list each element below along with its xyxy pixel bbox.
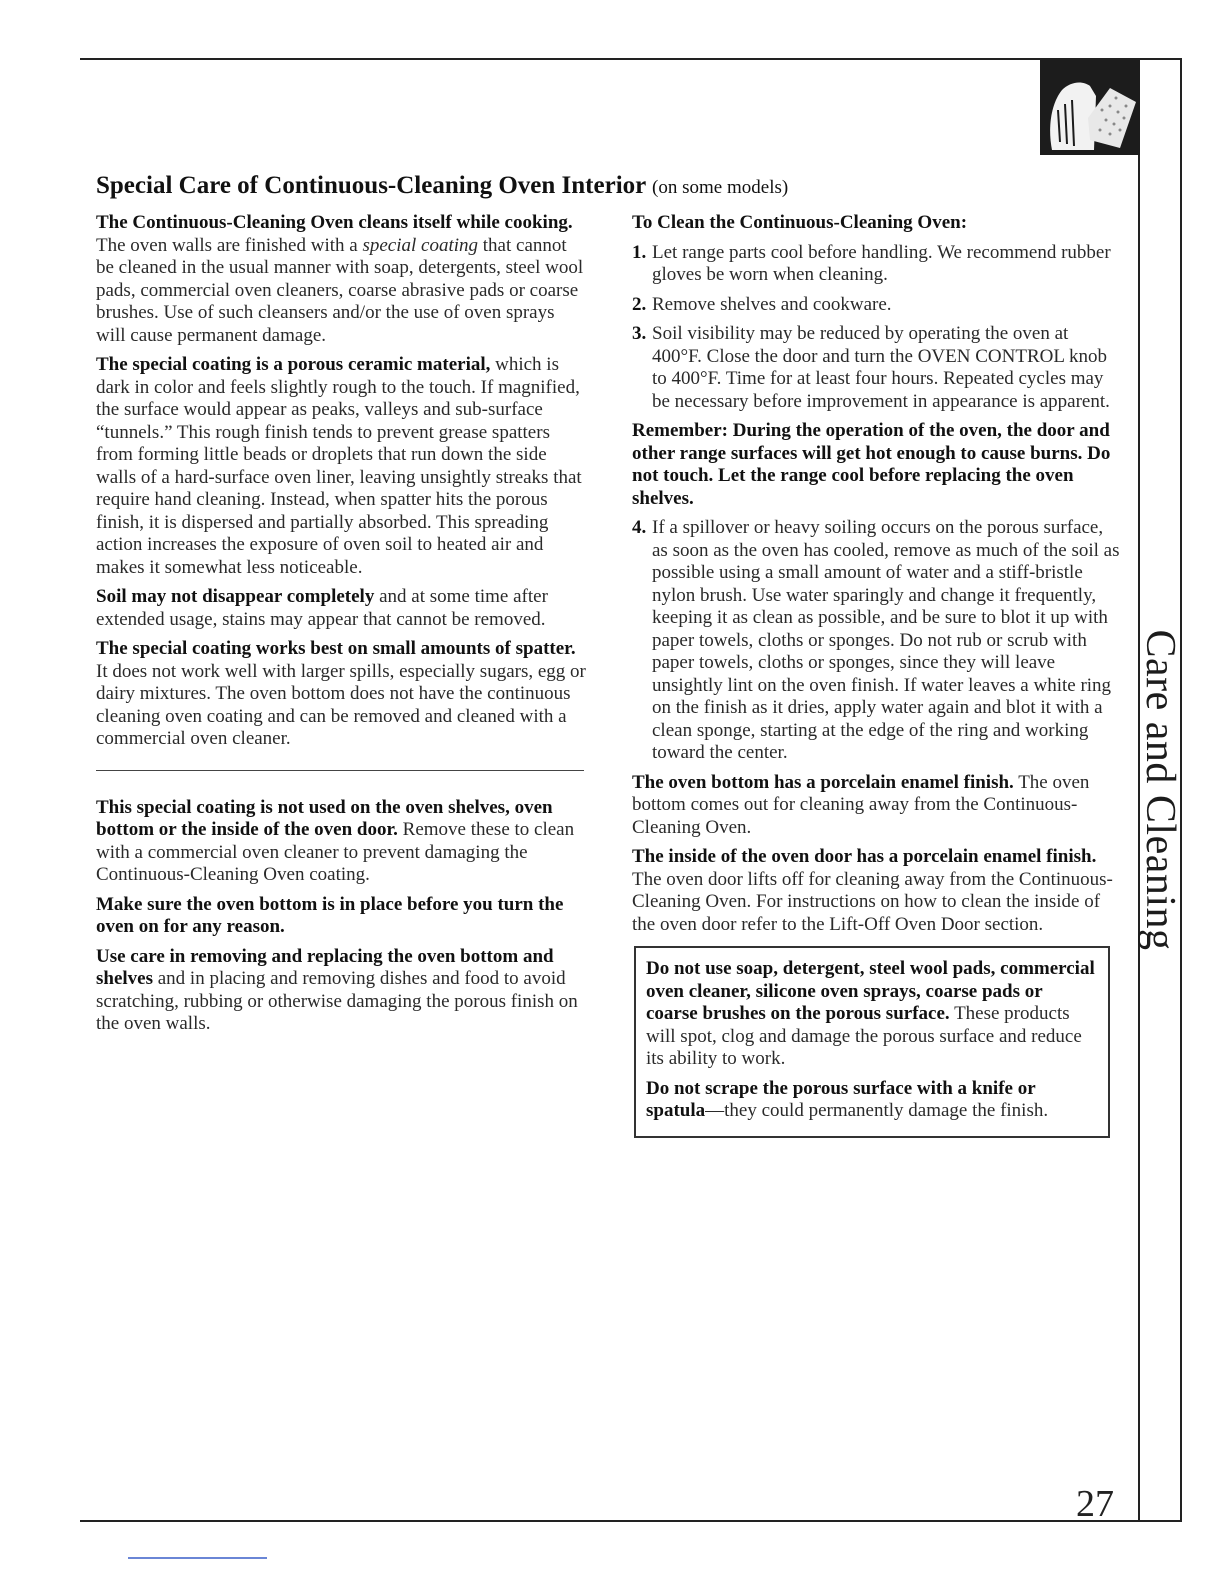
paragraph-lead: The Continuous-Cleaning Oven cleans itself while cooking.: [96, 212, 573, 233]
paragraph-use-care: [96, 946, 588, 1036]
step-text: If a spillover or heavy soiling occurs on the porous surface, as soon as the oven has cooled, remove as much of the soil as possible using a small amount of water and a stiff-bristle nylon brush. Use water sparingly and change it frequently, keeping it as clean as possible, and be sure to blot it up with paper towels, cloths or sponges. Do not rub or scrub with paper towels, cloths or sponges, since they will leave unsightly lint on the oven finish. If water leaves a white ring on the finish as it dries, apply water again and blot it with a clean sponge, starting at the edge of the ring and working toward the center.: [652, 517, 1120, 763]
cleaning-hand-icon: [1040, 60, 1140, 155]
paragraph-text: The oven door lifts off for cleaning away from the Continuous-Cleaning Oven. For instructions on how to clean the inside of the oven door refer to the Lift-Off Oven Door section.: [632, 868, 1113, 935]
paragraph-not-used: [96, 797, 588, 887]
paragraph-oven-door: [632, 846, 1122, 936]
caution-lead: Do not use soap, detergent, steel wool pads, commercial oven cleaner, silicone oven sprays, coarse pads or coarse brushes on the porous surface.: [646, 958, 1095, 1024]
section-divider: [96, 770, 584, 771]
section-side-tab-label: Care and Cleaning: [1137, 629, 1183, 951]
step-text: Remove shelves and cookware.: [652, 293, 892, 315]
caution-box: [634, 946, 1110, 1138]
paragraph-text: The oven walls are finished with a: [96, 234, 363, 256]
paragraph-text: It does not work well with larger spills, especially sugars, egg or dairy mixtures. The oven bottom does not have the continuous cleaning oven coating and can be removed and cleaned with a commercial oven cleaner.: [96, 660, 586, 749]
caution-text: —they could permanently damage the finish.: [705, 1100, 1049, 1121]
step-number: 4.: [632, 517, 647, 538]
step-item: [632, 517, 1122, 765]
paragraph-porous-ceramic: [96, 354, 588, 579]
paragraph-text: Remove these to clean with a commercial oven cleaner to prevent damaging the Continuous-Cleaning Oven coating.: [96, 819, 575, 885]
paragraph-lead: Use care in removing and replacing the oven bottom and shelves: [96, 945, 554, 989]
remember-warning: [632, 420, 1122, 510]
step-number: 1.: [632, 241, 647, 263]
paragraph-lead: Make sure the oven bottom is in place before you turn the oven on for any reason.: [96, 893, 564, 937]
paragraph-text: and in placing and removing dishes and food to avoid scratching, rubbing or otherwise damaging the porous finish on the oven walls.: [96, 968, 578, 1034]
paragraph-text: and at some time after extended usage, stains may appear that cannot be removed.: [96, 586, 548, 630]
paragraph-lead: The special coating works best on small amounts of spatter.: [96, 638, 576, 659]
paragraph-oven-bottom: [632, 772, 1122, 840]
paragraph-bottom-in-place: [96, 894, 588, 939]
paragraph-lead: Soil may not disappear completely: [96, 586, 375, 607]
paragraph-lead: The inside of the oven door has a porcelain enamel finish.: [632, 846, 1097, 867]
page-number: 27: [1076, 1483, 1114, 1525]
caution-text: These products will spot, clog and damage the porous surface and reduce its ability to work.: [646, 1003, 1082, 1069]
paragraph-text: The oven bottom comes out for cleaning away from the Continuous-Cleaning Oven.: [632, 771, 1090, 838]
paragraph-lead: The special coating is a porous ceramic material,: [96, 354, 491, 375]
page-title: [96, 172, 788, 200]
steps-heading-text: To Clean the Continuous-Cleaning Oven:: [632, 212, 968, 233]
remember-warning-text: Remember: During the operation of the oven, the door and other range surfaces will get hot enough to cause burns. Do not touch. Let the range cool before replacing the oven shelves.: [632, 420, 1111, 509]
right-column: [632, 212, 1122, 1138]
paragraph-small-spatter: [96, 638, 588, 751]
paragraph-lead: This special coating is not used on the oven shelves, oven bottom or the inside of the oven door.: [96, 796, 553, 840]
paragraph-lead: The oven bottom has a porcelain enamel finish.: [632, 771, 1014, 793]
left-column: [96, 212, 588, 1043]
page-title-main: Special Care of Continuous-Cleaning Oven Interior: [96, 172, 646, 199]
paragraph-text: that cannot be cleaned in the usual manner with soap, detergents, steel wool pads, commercial oven cleaners, coarse abrasive pads or coarse brushes. Use of such cleansers and/or the use of oven sprays will cause permanent damage.: [96, 234, 584, 346]
step-item: [632, 294, 1122, 317]
step-number: 3.: [632, 323, 647, 344]
paragraph-emphasis: special coating: [362, 234, 479, 256]
link-underline: [128, 1557, 267, 1559]
caution-no-scrape: [646, 1078, 1098, 1123]
steps-heading: [632, 212, 1122, 235]
paragraph-text: which is dark in color and feels slightly rough to the touch. If magnified, the surface would appear as peaks, valleys and sub-surface “tunnels.” This rough finish tends to prevent grease spatters from forming little beads or droplets that run down the side walls of a hard-surface oven liner, leaving unsightly streaks that require hand cleaning. Instead, when spatter hits the porous finish, it is dispersed and partially absorbed. This spreading action increases the exposure of oven soil to heated air and makes it somewhat less noticeable.: [96, 354, 582, 578]
top-rule: [80, 58, 1181, 60]
step-item: [632, 323, 1122, 413]
section-side-tab: [1137, 629, 1183, 951]
caution-lead: Do not scrape the porous surface with a knife or spatula: [646, 1077, 1036, 1121]
step-number: 2.: [632, 293, 647, 315]
paragraph-self-cleaning: [96, 212, 588, 347]
paragraph-soil-disappear: [96, 586, 588, 631]
step-item: [632, 242, 1122, 287]
step-text: Let range parts cool before handling. We recommend rubber gloves be worn when cleaning.: [652, 241, 1111, 285]
page-title-note: (on some models): [652, 177, 789, 198]
step-text: Soil visibility may be reduced by operating the oven at 400°F. Close the door and turn the OVEN CONTROL knob to 400°F. Time for at least four hours. Repeated cycles may be necessary before improvement in appearance is apparent.: [652, 323, 1110, 412]
caution-no-cleaners: [646, 958, 1098, 1071]
bottom-rule: [80, 1520, 1181, 1522]
